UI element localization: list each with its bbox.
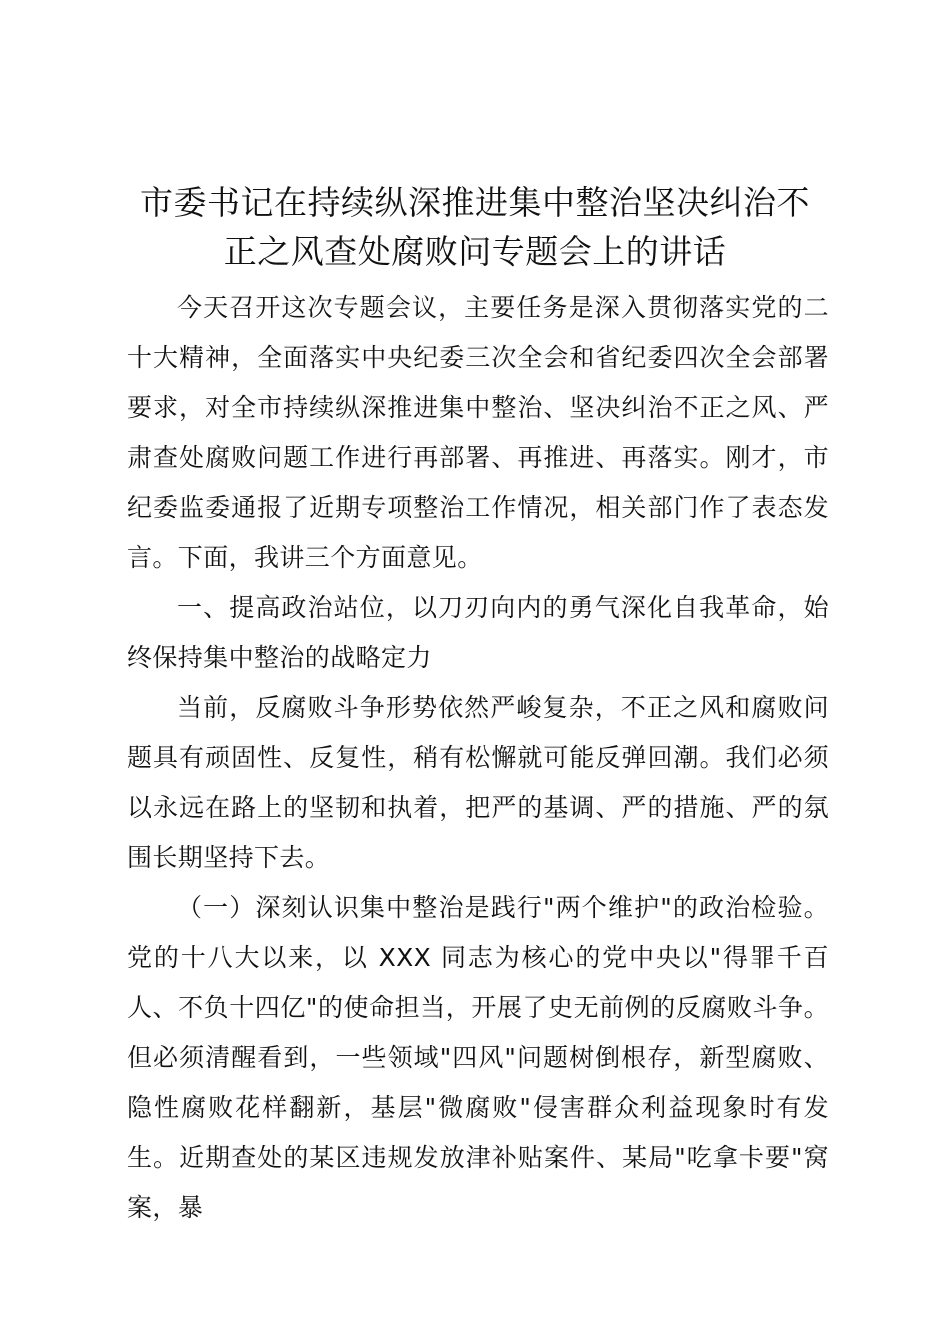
title-line-1: 市委书记在持续纵深推进集中整治坚决纠治不 (140, 183, 810, 222)
document-body (127, 283, 829, 1233)
title-line-2: 正之风查处腐败问专题会上的讲话 (223, 232, 727, 271)
document-title (120, 178, 830, 276)
paragraph-subsection-1: （一）深刻认识集中整治是践行"两个维护"的政治检验。党的十八大以来，以 XXX 同志为核心的党中央以"得罪千百人、不负十四亿"的使命担当，开展了史无前例的反腐败斗争。但必须清醒看到，一些领域"四风"问题树倒根存，新型腐败、隐性腐败花样翻新，基层"微腐败"侵害群众利益现象时有发生。近期查处的某区违规发放津补贴案件、某局"吃拿卡要"窝案，暴 (127, 893, 829, 1222)
paragraph-situation: 当前，反腐败斗争形势依然严峻复杂，不正之风和腐败问题具有顽固性、反复性，稍有松懈就可能反弹回潮。我们必须以永远在路上的坚韧和执着，把严的基调、严的措施、严的氛围长期坚持下去。 (127, 693, 829, 872)
paragraph-intro: 今天召开这次专题会议，主要任务是深入贯彻落实党的二十大精神，全面落实中央纪委三次全会和省纪委四次全会部署要求，对全市持续纵深推进集中整治、坚决纠治不正之风、严肃查处腐败问题工作进行再部署、再推进、再落实。刚才，市纪委监委通报了近期专项整治工作情况，相关部门作了表态发言。下面，我讲三个方面意见。 (127, 293, 829, 572)
section-heading-1: 一、提高政治站位，以刀刃向内的勇气深化自我革命，始终保持集中整治的战略定力 (127, 593, 829, 672)
